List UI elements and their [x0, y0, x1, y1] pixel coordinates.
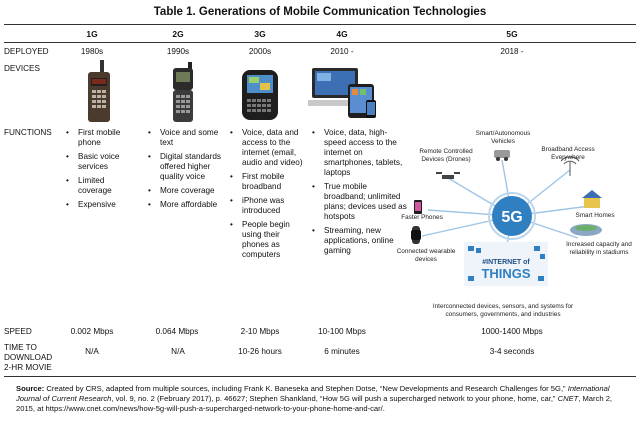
- list-item: • First mobile broadband: [230, 172, 306, 192]
- speed-1g: 0.002 Mbps: [70, 327, 114, 336]
- brick-phone-icon: [84, 60, 114, 124]
- deployed-2g: 1990s: [166, 47, 190, 56]
- list-item: • Voice and some text: [148, 128, 222, 148]
- functions-list-1g: [66, 128, 136, 214]
- laptop-tablet-phone-icon: [308, 64, 378, 120]
- node-broadband: Broadband Access Everywhere: [541, 146, 595, 161]
- node-iot-caption: Interconnected devices, sensors, and systems for consumers, governments, and industries: [432, 303, 574, 318]
- list-item: • Digital standards offered higher quality voice: [148, 152, 222, 182]
- row-label-functions: FUNCTIONS: [4, 128, 52, 137]
- watch-icon: [411, 226, 421, 244]
- flip-phone-icon: [168, 62, 198, 124]
- node-stadiums: Increased capacity and reliability in stadiums: [566, 241, 632, 256]
- node-wearables: Connected wearable devices: [396, 248, 456, 263]
- download-label-line: TIME TO: [4, 343, 37, 352]
- table-title: Table 1. Generations of Mobile Communication Technologies: [153, 6, 487, 18]
- bottom-rule: [4, 376, 636, 377]
- source-journal: International Journal of Current Research: [16, 384, 610, 403]
- download-label-line: 2-HR MOVIE: [4, 363, 52, 372]
- deployed-4g: 2010 -: [330, 47, 354, 56]
- header-1g: 1G: [86, 29, 98, 39]
- deployed-3g: 2000s: [248, 47, 272, 56]
- smartphone-keyboard-icon: [240, 68, 280, 122]
- iot-logo-line2: THINGS: [481, 266, 531, 281]
- header-2g: 2G: [172, 29, 184, 39]
- node-vehicles: Smart/Autonomous Vehicles: [475, 130, 531, 145]
- download-1g: N/A: [85, 347, 99, 356]
- list-item: • Voice, data and access to the internet (email, audio and video): [230, 128, 306, 168]
- header-rule: [4, 42, 636, 43]
- row-label-download: [4, 343, 52, 373]
- source-label: Source:: [16, 384, 45, 393]
- list-item: • Voice, data, high-speed access to the internet on smartphones, tablets, laptops: [312, 128, 408, 178]
- row-label-devices: DEVICES: [4, 64, 40, 73]
- download-2g: N/A: [171, 347, 185, 356]
- source-text: Created by CRS, adapted from multiple sources, including Frank K. Baneseka and Stephen Dotse, “New Developments and Research Challenges for 5G,”: [46, 384, 566, 393]
- speed-3g: 2-10 Mbps: [240, 327, 280, 336]
- list-item: • Basic voice services: [66, 152, 136, 172]
- stadium-icon: [570, 224, 602, 236]
- speed-5g: 1000-1400 Mbps: [481, 327, 543, 336]
- deployed-1g: 1980s: [80, 47, 104, 56]
- list-item: • Limited coverage: [66, 176, 136, 196]
- source-text-2: , vol. 9, no. 2 (February 2017), p. 46627; Stephen Shankland, “How 5G will push a supercharged network to your phone, home, car,”: [111, 394, 556, 403]
- header-3g: 3G: [254, 29, 266, 39]
- list-item: • iPhone was introduced: [230, 196, 306, 216]
- deployed-5g: 2018 -: [500, 47, 524, 56]
- download-5g: 3-4 seconds: [489, 347, 535, 356]
- 5g-center-label: 5G: [501, 209, 523, 226]
- functions-list-3g: [230, 128, 306, 264]
- node-homes: Smart Homes: [575, 212, 615, 219]
- car-icon: [494, 150, 510, 161]
- node-phones: Faster Phones: [401, 214, 443, 221]
- row-label-deployed: DEPLOYED: [4, 47, 49, 56]
- speed-4g: 10-100 Mbps: [318, 327, 366, 336]
- node-drones: Remote Controlled Devices (Drones): [419, 148, 473, 163]
- source-outlet: CNET: [557, 394, 579, 403]
- house-icon: [582, 190, 602, 208]
- list-item: • More affordable: [148, 200, 222, 210]
- source-note: [16, 384, 628, 414]
- list-item: • True mobile broadband; unlimited plans; devices used as hotspots: [312, 182, 408, 222]
- functions-list-2g: [148, 128, 222, 214]
- list-item: • People begin using their phones as computers: [230, 220, 306, 260]
- download-4g: 6 minutes: [324, 347, 360, 356]
- list-item: • First mobile phone: [66, 128, 136, 148]
- source-text-3: , March 2, 2015, at https://www.cnet.com/news/how-5g-will-push-a-supercharged-network-to-your-phone-home-and-car/.: [16, 394, 613, 413]
- download-3g: 10-26 hours: [238, 347, 282, 356]
- top-rule: [4, 24, 636, 25]
- drone-icon: [436, 172, 460, 179]
- list-item: • Expensive: [66, 200, 136, 210]
- list-item: • Streaming, new applications, online gaming: [312, 226, 408, 256]
- speed-2g: 0.064 Mbps: [155, 327, 199, 336]
- header-5g: 5G: [506, 29, 518, 39]
- functions-list-4g: [312, 128, 408, 260]
- download-label-line: DOWNLOAD: [4, 353, 53, 362]
- header-4g: 4G: [336, 29, 348, 39]
- row-label-speed: SPEED: [4, 327, 32, 336]
- iot-logo-line1: #INTERNET of: [482, 259, 530, 266]
- list-item: • More coverage: [148, 186, 222, 196]
